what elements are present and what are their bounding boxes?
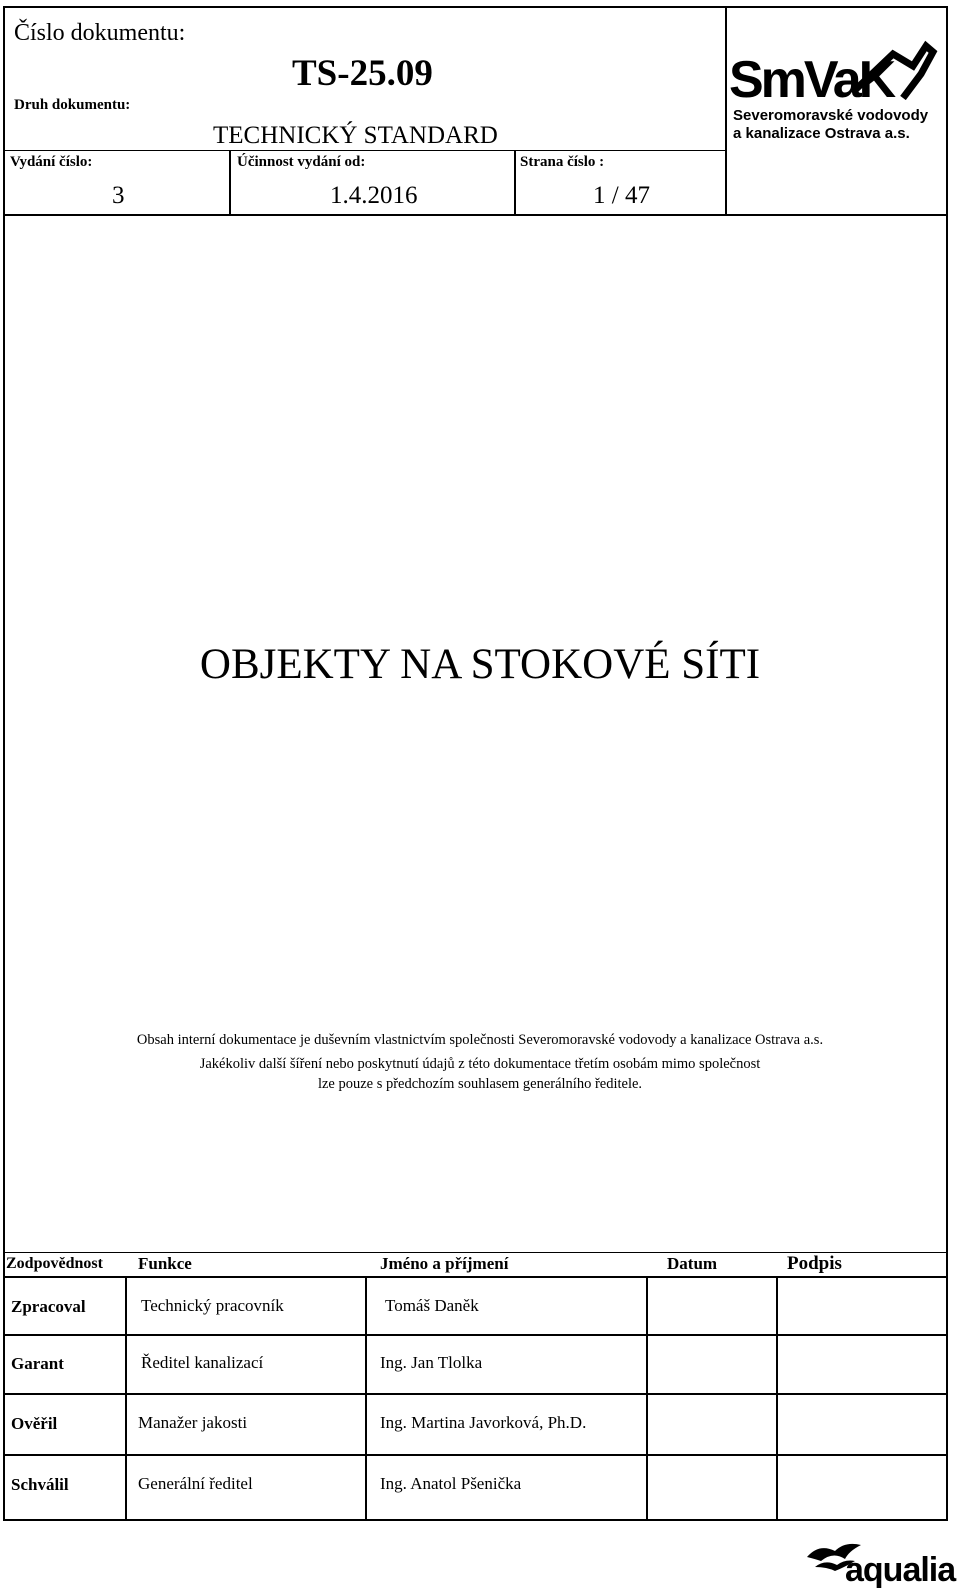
- notice-line-3: lze pouze s předchozím souhlasem generálního ředitele.: [317, 1076, 643, 1092]
- table-row-1-role: Zpracoval: [11, 1297, 86, 1316]
- table-header-line: [3, 1276, 948, 1278]
- table-header-signature: Podpis: [787, 1253, 842, 1274]
- table-row-4-role: Schválil: [11, 1475, 69, 1494]
- notice-line-2: Jakékoliv další šíření nebo poskytnutí údajů z této dokumentace třetím osobám mimo společnost: [199, 1056, 761, 1072]
- table-header-date: Datum: [667, 1254, 718, 1273]
- table-row-3-function: Manažer jakosti: [138, 1413, 248, 1432]
- table-row-1-function: Technický pracovník: [141, 1296, 284, 1315]
- table-col-line-2: [365, 1276, 367, 1521]
- table-row-3-name: Ing. Martina Javorková, Ph.D.: [380, 1413, 587, 1432]
- table-row-2-function: Ředitel kanalizací: [141, 1353, 264, 1372]
- table-col-line-1: [125, 1276, 127, 1521]
- table-row-2-name: Ing. Jan Tlolka: [380, 1353, 483, 1372]
- aqualia-logo: [805, 1537, 955, 1592]
- doc-number: TS-25.09: [292, 53, 433, 94]
- header-divider-logo: [725, 6, 727, 216]
- header-bottom-line: [3, 214, 948, 216]
- table-row-4-name: Ing. Anatol Pšenička: [380, 1474, 522, 1493]
- header-divider-1: [229, 150, 231, 216]
- issue-label: Vydání číslo:: [10, 154, 93, 170]
- page-frame: [3, 6, 948, 1521]
- document-title: OBJEKTY NA STOKOVÉ SÍTI: [199, 641, 761, 688]
- notice-line-1: Obsah interní dokumentace je duševním vlastnictvím společnosti Severomoravské vodovody a kanalizace Ostrava a.s.: [136, 1032, 824, 1048]
- effective-value: 1.4.2016: [330, 182, 418, 209]
- table-col-line-3: [646, 1276, 648, 1521]
- effective-label: Účinnost vydání od:: [237, 154, 366, 170]
- page-value: 1 / 47: [593, 182, 650, 209]
- header-divider-2: [514, 150, 516, 216]
- table-row-4-function: Generální ředitel: [138, 1474, 253, 1493]
- smvak-line2: a kanalizace Ostrava a.s.: [733, 125, 910, 142]
- table-row-line-3: [3, 1454, 948, 1456]
- issue-value: 3: [112, 182, 125, 209]
- smvak-brand: SmVaK: [729, 51, 894, 109]
- table-header-name: Jméno a příjmení: [380, 1254, 509, 1273]
- table-row-1-name: Tomáš Daněk: [385, 1296, 479, 1315]
- aqualia-brand: aqualia: [845, 1551, 956, 1589]
- table-header-function: Funkce: [138, 1254, 192, 1273]
- doc-number-label: Číslo dokumentu:: [14, 20, 186, 46]
- doc-type: TECHNICKÝ STANDARD: [213, 122, 498, 149]
- smvak-line1: Severomoravské vodovody: [733, 107, 929, 124]
- table-row-3-role: Ověřil: [11, 1414, 58, 1433]
- table-row-line-2: [3, 1393, 948, 1395]
- table-header-responsibility: Zodpovědnost: [6, 1255, 103, 1272]
- header-mid-line: [3, 150, 725, 151]
- page-label: Strana číslo :: [520, 154, 605, 170]
- table-row-2-role: Garant: [11, 1354, 64, 1373]
- smvak-logo: [729, 40, 938, 150]
- table-col-line-4: [776, 1276, 778, 1521]
- table-row-line-1: [3, 1334, 948, 1336]
- doc-type-label: Druh dokumentu:: [14, 97, 131, 113]
